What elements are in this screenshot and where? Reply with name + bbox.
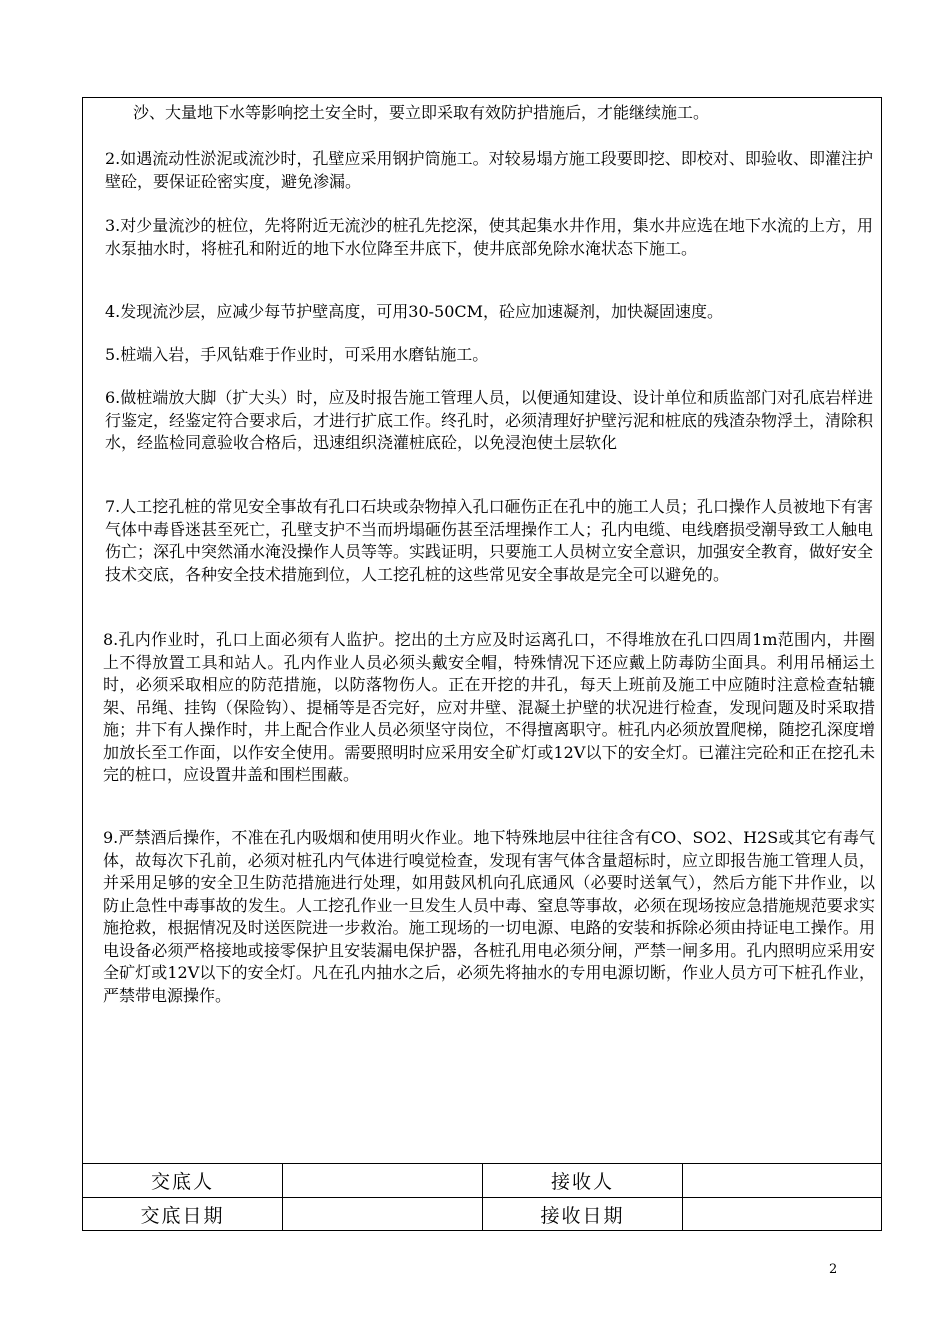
paragraph-7: 7.人工挖孔桩的常见安全事故有孔口石块或杂物掉入孔口砸伤正在孔中的施工人员；孔口操作人员被地下有害气体中毒昏迷甚至死亡，孔壁支护不当而坍塌砸伤甚至活埋操作工人；孔内电缆、电线磨损受潮导致工人触电伤亡；深孔中突然涌水淹没操作人员等等。实践证明，只要施工人员树立安全意识，加强安全教育，做好安全技术交底，各种安全技术措施到位，人工挖孔桩的这些常见安全事故是完全可以避免的。 — [105, 497, 874, 584]
paragraph-continuation: 沙、大量地下水等影响挖土安全时，要立即采取有效防护措施后，才能继续施工。 — [133, 103, 710, 122]
paragraph-4: 4.发现流沙层，应减少每节护壁高度，可用30-50CM，砼应加速凝剂，加快凝固速度。 — [105, 302, 724, 321]
page-number: 2 — [829, 1262, 838, 1277]
receiver-field[interactable] — [683, 1164, 881, 1197]
signature-row-people — [83, 1164, 881, 1198]
discloser-label: 交底人 — [83, 1164, 283, 1197]
paragraph-6: 6.做桩端放大脚（扩大头）时，应及时报告施工管理人员，以便通知建设、设计单位和质监部门对孔底岩样进行鉴定，经鉴定符合要求后，才进行扩底工作。终孔时，必须清理好护壁污泥和桩底的残渣杂物浮土，清除积水，经监检同意验收合格后，迅速组织浇灌桩底砼，以免浸泡使土层软化 — [105, 388, 874, 452]
discloser-field[interactable] — [283, 1164, 483, 1197]
document-table — [82, 97, 882, 1231]
content-cell — [83, 98, 881, 1164]
receiver-label: 接收人 — [483, 1164, 683, 1197]
paragraph-5: 5.桩端入岩，手风钻难于作业时，可采用水磨钻施工。 — [105, 345, 489, 364]
receive-date-label: 接收日期 — [483, 1198, 683, 1230]
paragraph-3: 3.对少量流沙的桩位，先将附近无流沙的桩孔先挖深，使其起集水井作用，集水井应选在地下水流的上方，用水泵抽水时，将桩孔和附近的地下水位降至井底下，使井底部免除水淹状态下施工。 — [105, 216, 873, 258]
receive-date-field[interactable] — [683, 1198, 881, 1230]
signature-row-dates — [83, 1198, 881, 1230]
paragraph-8: 8.孔内作业时，孔口上面必须有人监护。挖出的土方应及时运离孔口，不得堆放在孔口四周1m范围内，井圈上不得放置工具和站人。孔内作业人员必须头戴安全帽，特殊情况下还应戴上防毒防尘面具。利用吊桶运土时，必须采取相应的防范措施，以防落物伤人。正在开挖的井孔，每天上班前及施工中应随时注意检查轱辘架、吊绳、挂钩（保险钩）、提桶等是否完好，应对井壁、混凝土护壁的状况进行检查，发现问题及时采取措施；井下有人操作时，井上配合作业人员必须坚守岗位，不得擅离职守。桩孔内必须放置爬梯，随挖孔深度增加放长至工作面，以作安全使用。需要照明时应采用安全矿灯或12V以下的安全灯。已灌注完砼和正在挖孔未完的桩口，应设置井盖和围栏围蔽。 — [103, 630, 875, 784]
disclose-date-field[interactable] — [283, 1198, 483, 1230]
paragraph-2: 2.如遇流动性淤泥或流沙时，孔壁应采用钢护筒施工。对较易塌方施工段要即挖、即校对、即验收、即灌注护壁砼，要保证砼密实度，避免渗漏。 — [105, 149, 873, 191]
paragraph-9: 9.严禁酒后操作，不准在孔内吸烟和使用明火作业。地下特殊地层中往往含有CO、SO2、H2S或其它有毒气体，故每次下孔前，必须对桩孔内气体进行嗅觉检查，发现有害气体含量超标时，应立即报告施工管理人员，并采用足够的安全卫生防范措施进行处理，如用鼓风机向孔底通风（必要时送氧气），然后方能下井作业，以防止急性中毒事故的发生。人工挖孔作业一旦发生人员中毒、窒息等事故，必须在现场按应急措施规范要求实施抢救，根据情况及时送医院进一步救治。施工现场的一切电源、电路的安装和拆除必须由持证电工操作。用电设备必须严格接地或接零保护且安装漏电保护器，各桩孔用电必须分闸，严禁一闸多用。孔内照明应采用安全矿灯或12V以下的安全灯。凡在孔内抽水之后，必须先将抽水的专用电源切断，作业人员方可下桩孔作业，严禁带电源操作。 — [103, 828, 875, 1005]
disclose-date-label: 交底日期 — [83, 1198, 283, 1230]
